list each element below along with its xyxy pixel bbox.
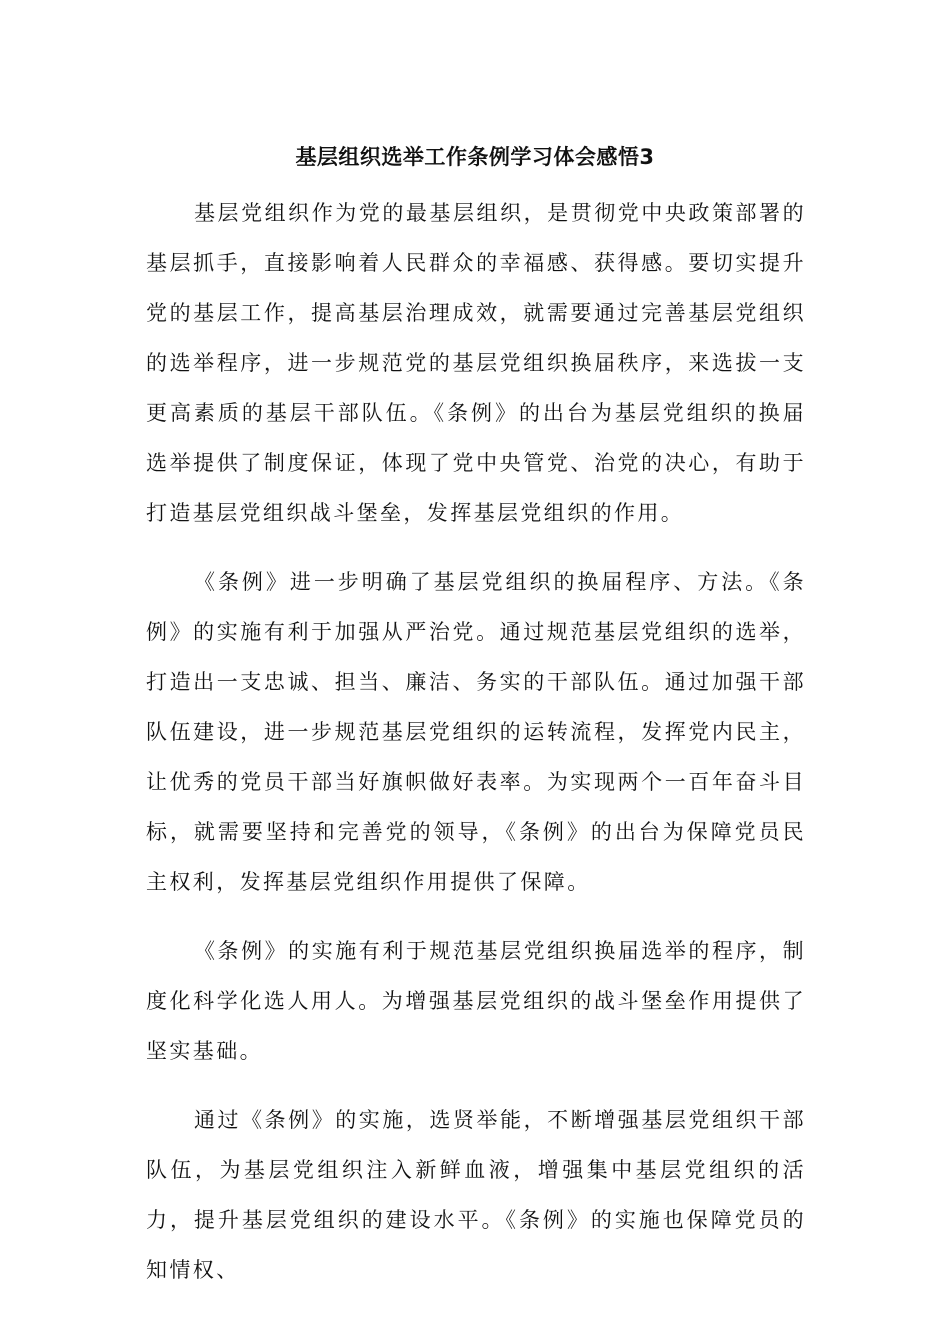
document-body — [146, 188, 806, 1314]
document-title: 基层组织选举工作条例学习体会感悟3 — [295, 145, 655, 169]
paragraph: 基层党组织作为党的最基层组织，是贯彻党中央政策部署的基层抓手，直接影响着人民群众的幸福感、获得感。要切实提升党的基层工作，提高基层治理成效，就需要通过完善基层党组织的选举程序，进一步规范党的基层党组织换届秩序，来选拔一支更高素质的基层干部队伍。《条例》的出台为基层党组织的换届选举提供了制度保证，体现了党中央管党、治党的决心，有助于打造基层党组织战斗堡垒，发挥基层党组织的作用。 — [146, 201, 806, 525]
paragraph: 《条例》进一步明确了基层党组织的换届程序、方法。《条例》的实施有利于加强从严治党。通过规范基层党组织的选举，打造出一支忠诚、担当、廉洁、务实的干部队伍。通过加强干部队伍建设，进一步规范基层党组织的运转流程，发挥党内民主，让优秀的党员干部当好旗帜做好表率。为实现两个一百年奋斗目标，就需要坚持和完善党的领导，《条例》的出台为保障党员民主权利，发挥基层党组织作用提供了保障。 — [146, 570, 806, 894]
paragraph: 通过《条例》的实施，选贤举能，不断增强基层党组织干部队伍，为基层党组织注入新鲜血液，增强集中基层党组织的活力，提升基层党组织的建设水平。《条例》的实施也保障党员的知情权、 — [146, 1108, 806, 1282]
paragraph: 《条例》的实施有利于规范基层党组织换届选举的程序，制度化科学化选人用人。为增强基层党组织的战斗堡垒作用提供了坚实基础。 — [146, 939, 806, 1063]
